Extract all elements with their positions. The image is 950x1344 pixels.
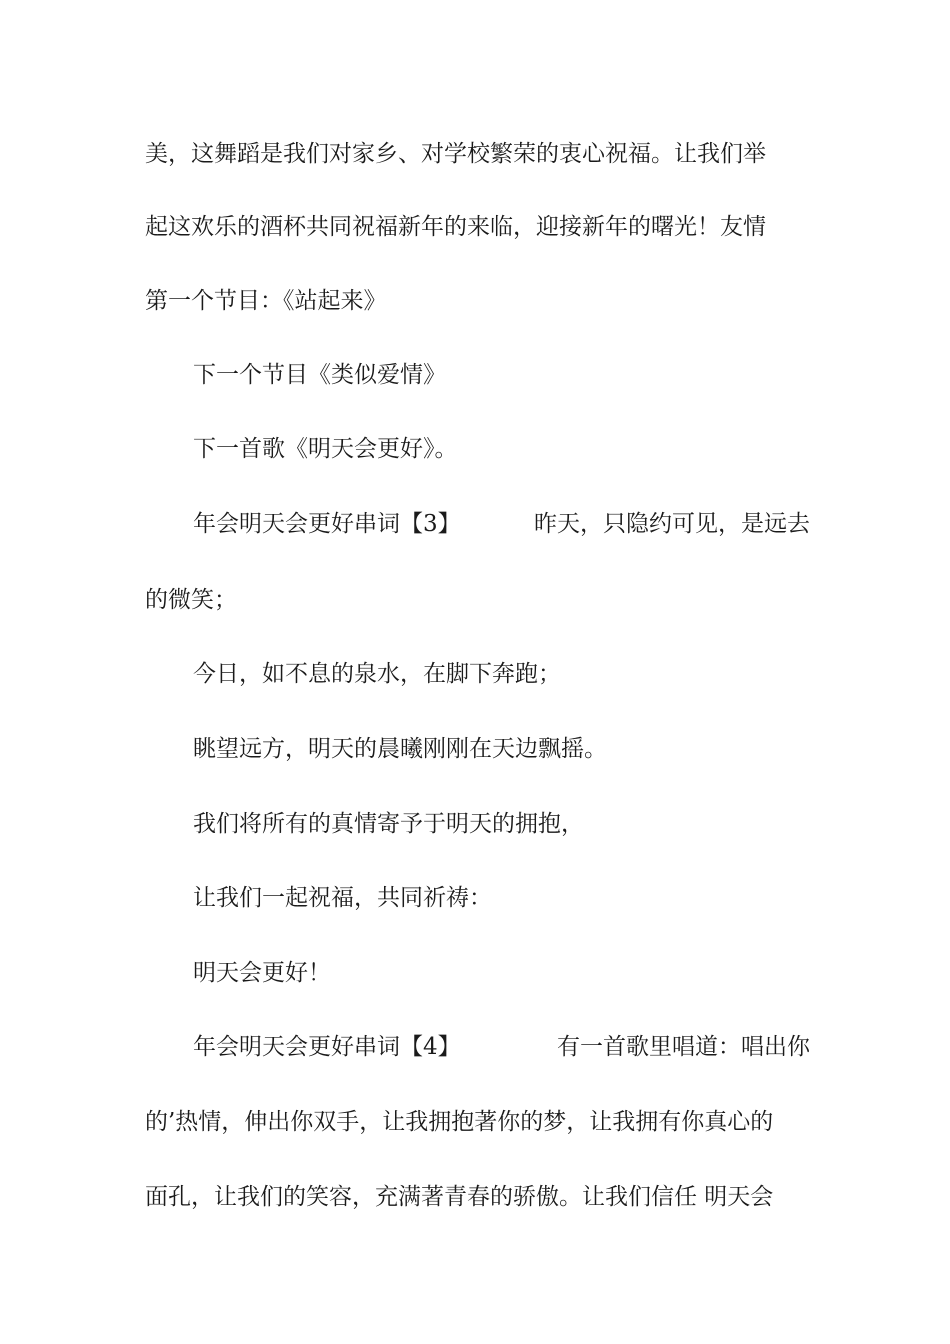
paragraph-line: 我们将所有的真情寄予于明天的拥抱， [193,811,584,837]
paragraph-line: 明天会更好！ [193,960,331,986]
paragraph-line: 下一首歌《明天会更好》。 [193,436,458,462]
paragraph-line: 的微笑； [145,587,237,613]
section-4-heading: 年会明天会更好串词【4】 [193,1034,461,1060]
paragraph-line: 眺望远方，明天的晨曦刚刚在天边飘摇。 [193,736,607,762]
paragraph-line: 下一个节目《类似爱情》 [193,362,446,388]
paragraph-line: 让我们一起祝福，共同祈祷： [193,885,492,911]
paragraph-line: 美，这舞蹈是我们对家乡、对学校繁荣的衷心祝福。让我们举 [145,141,766,167]
section-3-line [193,504,810,544]
paragraph-line: 面孔，让我们的笑容，充满著青春的骄傲。让我们信任 明天会 [145,1184,774,1210]
paragraph-line: 起这欢乐的酒杯共同祝福新年的来临，迎接新年的曙光！友情 [145,214,766,240]
section-3-text: 昨天，只隐约可见，是远去 [534,511,810,537]
paragraph-line: 今日，如不息的泉水，在脚下奔跑； [193,661,561,687]
section-4-line [193,1027,810,1067]
paragraph-line: 的’热情，伸出你双手，让我拥抱著你的梦，让我拥有你真心的 [145,1109,774,1135]
section-4-text: 有一首歌里唱道：唱出你 [557,1034,810,1060]
paragraph-line: 第一个节目：《站起来》 [145,288,387,314]
section-3-heading: 年会明天会更好串词【3】 [193,511,461,537]
